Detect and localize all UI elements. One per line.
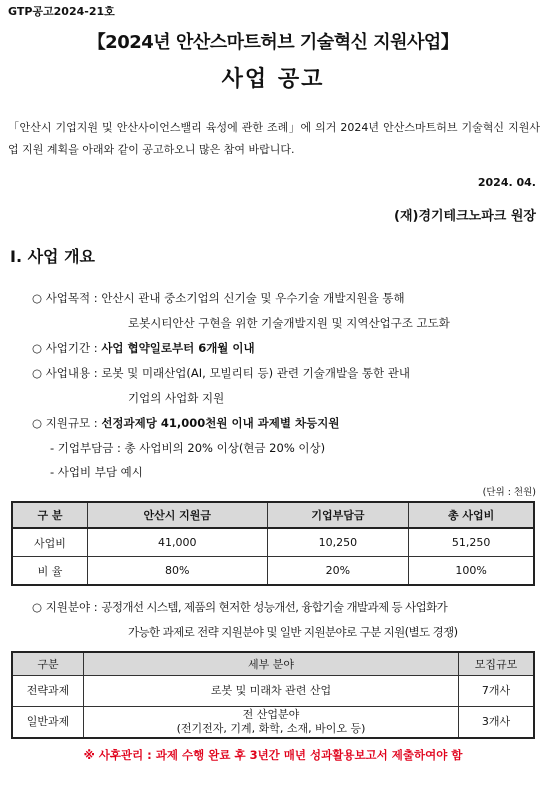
purpose-item xyxy=(32,286,405,310)
table-header-row xyxy=(12,652,534,676)
table-row xyxy=(12,707,534,739)
table-row xyxy=(12,557,534,586)
announcement-title: 【2024년 안산스마트허브 기술혁신 지원사업】 xyxy=(87,32,459,53)
period-label: ○ 사업기간 : xyxy=(32,341,102,355)
table-cell: 80% xyxy=(88,557,268,586)
content-continued: 기업의 사업화 지원 xyxy=(128,391,225,405)
intro-paragraph: 「안산시 기업지원 및 안산사이언스밸리 육성에 관한 조례」에 의거 2024년 안산스마트허브 기술혁신 지원사업 지원 계획을 아래와 같이 공고하오니 많은 참여 바랍니다. xyxy=(8,121,540,156)
period-text: 사업 협약일로부터 6개월 이내 xyxy=(101,341,255,355)
table-cell: 전략과제 xyxy=(12,676,84,707)
scale-item xyxy=(32,411,339,435)
announcement-date: 2024. 04. xyxy=(477,176,536,189)
field-label: ○ 지원분야 : xyxy=(32,600,102,614)
field-item xyxy=(32,595,447,619)
table-cell: 7개사 xyxy=(459,676,535,707)
detail-line: (전기전자, 기계, 화학, 소재, 바이오 등) xyxy=(176,722,366,735)
unit-label: (단위 : 천원) xyxy=(482,487,536,498)
table-cell: 10,250 xyxy=(267,528,409,557)
table-cell: 3개사 xyxy=(459,707,535,739)
scale-label: ○ 지원규모 : xyxy=(32,416,102,430)
document-number: GTP공고2024-21호 xyxy=(8,5,115,18)
scale-text: 선정과제당 41,000천원 이내 과제별 차등지원 xyxy=(101,416,340,430)
content-text: 로봇 및 미래산업(AI, 모빌리티 등) 관련 기술개발을 통한 관내 xyxy=(101,366,410,380)
header-category: 구 분 xyxy=(12,502,88,528)
purpose-continued: 로봇시티안산 구현을 위한 기술개발지원 및 지역산업구조 고도화 xyxy=(128,316,450,330)
field-text: 공정개선 시스템, 제품의 현저한 성능개선, 융합기술 개발과제 등 사업화가 xyxy=(101,600,448,614)
burden-item: - 기업부담금 : 총 사업비의 20% 이상(현금 20% 이상) xyxy=(50,441,326,455)
table-cell: 사업비 xyxy=(12,528,88,557)
header-detail: 세부 분야 xyxy=(84,652,459,676)
table-cell: 일반과제 xyxy=(12,707,84,739)
table-cell: 41,000 xyxy=(88,528,268,557)
table-cell: 로봇 및 미래차 관련 산업 xyxy=(84,676,459,707)
post-management-note: ※ 사후관리 : 과제 수행 완료 후 3년간 매년 성과활용보고서 제출하여야 함 xyxy=(83,748,463,762)
header-total: 총 사업비 xyxy=(409,502,534,528)
field-table xyxy=(11,651,535,739)
table-cell: 100% xyxy=(409,557,534,586)
content-label: ○ 사업내용 : xyxy=(32,366,102,380)
table-row xyxy=(12,528,534,557)
table-cell: 비 율 xyxy=(12,557,88,586)
content-item xyxy=(32,361,410,385)
section-heading: Ⅰ. 사업 개요 xyxy=(10,247,95,266)
table-header-row xyxy=(12,502,534,528)
header-company-share: 기업부담금 xyxy=(267,502,409,528)
table-row xyxy=(12,676,534,707)
detail-line: 전 산업분야 xyxy=(242,708,300,721)
purpose-text: 안산시 관내 중소기업의 신기술 및 우수기술 개발지원을 통해 xyxy=(101,291,405,305)
budget-table xyxy=(11,501,535,586)
table-cell: 51,250 xyxy=(409,528,534,557)
header-city-grant: 안산시 지원금 xyxy=(88,502,268,528)
field-continued: 가능한 과제로 전략 지원분야 및 일반 지원분야로 구분 지원(별도 경쟁) xyxy=(128,625,458,639)
table-cell xyxy=(84,707,459,739)
table-cell: 20% xyxy=(267,557,409,586)
issuing-organization: (재)경기테크노파크 원장 xyxy=(394,209,536,224)
header-type: 구분 xyxy=(12,652,84,676)
period-item xyxy=(32,336,255,360)
purpose-label: ○ 사업목적 : xyxy=(32,291,102,305)
example-item: - 사업비 부담 예시 xyxy=(50,465,143,479)
announcement-subtitle: 사업 공고 xyxy=(221,67,325,92)
header-quota: 모집규모 xyxy=(459,652,535,676)
